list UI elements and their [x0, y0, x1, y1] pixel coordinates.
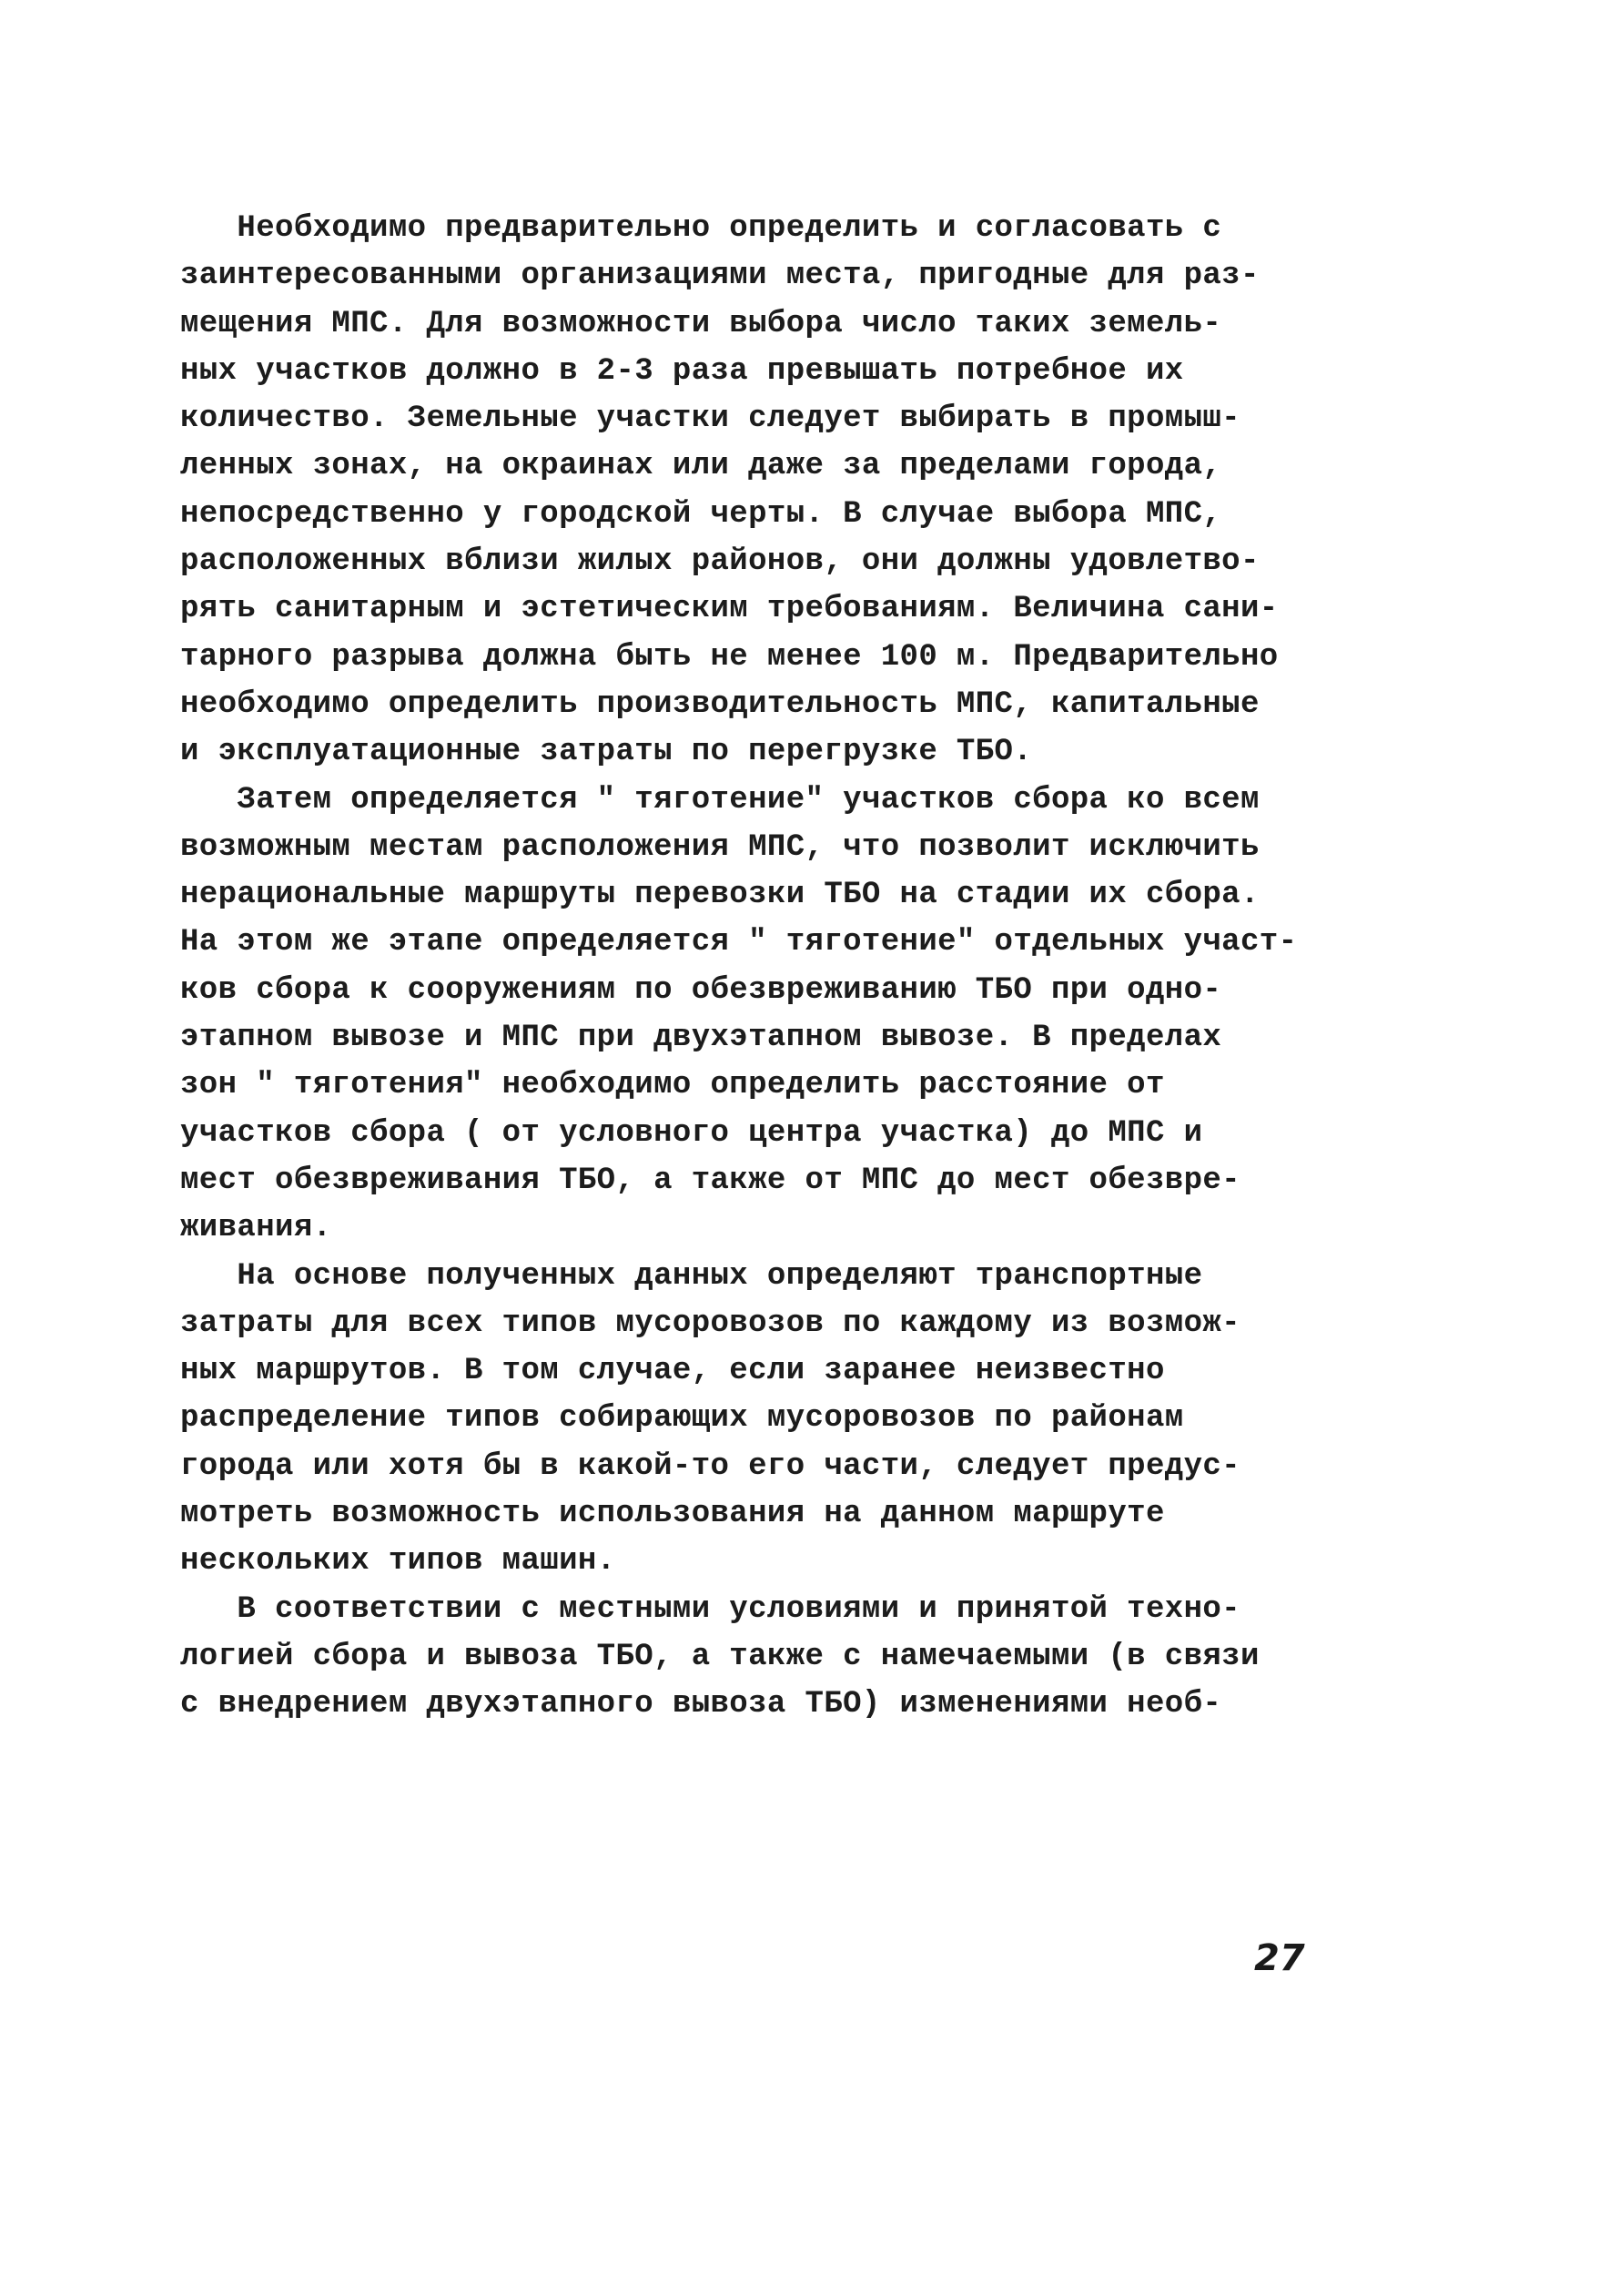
text-line: и эксплуатационные затраты по перегрузке ТБО. — [180, 735, 1033, 770]
text-line: тарного разрыва должна быть не менее 100 м. Предварительно — [180, 639, 1279, 675]
text-line: непосредственно у городской черты. В случае выбора МПС, — [180, 496, 1222, 532]
text-line: рять санитарным и эстетическим требованиям. Величина сани- — [180, 592, 1279, 627]
text-line: Затем определяется " тяготение" участков сбора ко всем — [180, 782, 1260, 818]
body-text — [180, 205, 1298, 1729]
text-line: мотреть возможность использования на данном маршруте — [180, 1497, 1165, 1532]
text-line: зон " тяготения" необходимо определить расстояние от — [180, 1068, 1165, 1103]
text-line: затраты для всех типов мусоровозов по каждому из возмож- — [180, 1305, 1240, 1341]
text-line: ных маршрутов. В том случае, если заранее неизвестно — [180, 1354, 1165, 1389]
text-line: расположенных вблизи жилых районов, они должны удовлетво- — [180, 544, 1260, 580]
text-line: возможным местам расположения МПС, что позволит исключить — [180, 829, 1260, 865]
text-line: этапном вывозе и МПС при двухэтапном вывозе. В пределах — [180, 1021, 1222, 1056]
text-line: распределение типов собирающих мусоровозов по районам — [180, 1401, 1184, 1437]
text-line: На этом же этапе определяется " тяготение" отдельных участ- — [180, 925, 1298, 960]
paragraph-4 — [180, 1586, 1295, 1729]
page-number: 27 — [1254, 1937, 1305, 1979]
paragraph-1 — [180, 205, 1295, 777]
text-line: города или хотя бы в какой-то его части, следует предус- — [180, 1448, 1240, 1484]
text-line: количество. Земельные участки следует выбирать в промыш- — [180, 401, 1240, 437]
text-line: необходимо определить производительность МПС, капитальные — [180, 686, 1260, 722]
text-line: заинтересованными организациями места, пригодные для раз- — [180, 259, 1260, 294]
text-line: мещения МПС. Для возможности выбора число таких земель- — [180, 306, 1222, 341]
text-line: В соответствии с местными условиями и принятой техно- — [180, 1591, 1240, 1627]
text-line: ленных зонах, на окраинах или даже за пределами города, — [180, 449, 1222, 484]
text-line: ков сбора к сооружениям по обезвреживанию ТБО при одно- — [180, 972, 1222, 1008]
text-line: нерациональные маршруты перевозки ТБО на стадии их сбора. — [180, 878, 1260, 913]
text-line: На основе полученных данных определяют транспортные — [180, 1258, 1203, 1294]
text-line: участков сбора ( от условного центра участка) до МПС и — [180, 1115, 1203, 1151]
text-line: ных участков должно в 2-3 раза превышать потребное их — [180, 353, 1184, 389]
text-line: с внедрением двухэтапного вывоза ТБО) изменениями необ- — [180, 1687, 1222, 1722]
text-line: мест обезвреживания ТБО, а также от МПС до мест обезвре- — [180, 1163, 1240, 1198]
text-line: Необходимо предварительно определить и согласовать с — [180, 211, 1222, 246]
text-line: живания. — [180, 1211, 332, 1246]
text-line: нескольких типов машин. — [180, 1544, 616, 1580]
paragraph-3 — [180, 1253, 1295, 1586]
text-line: логией сбора и вывоза ТБО, а также с намечаемыми (в связи — [180, 1639, 1260, 1674]
paragraph-2 — [180, 777, 1298, 1253]
